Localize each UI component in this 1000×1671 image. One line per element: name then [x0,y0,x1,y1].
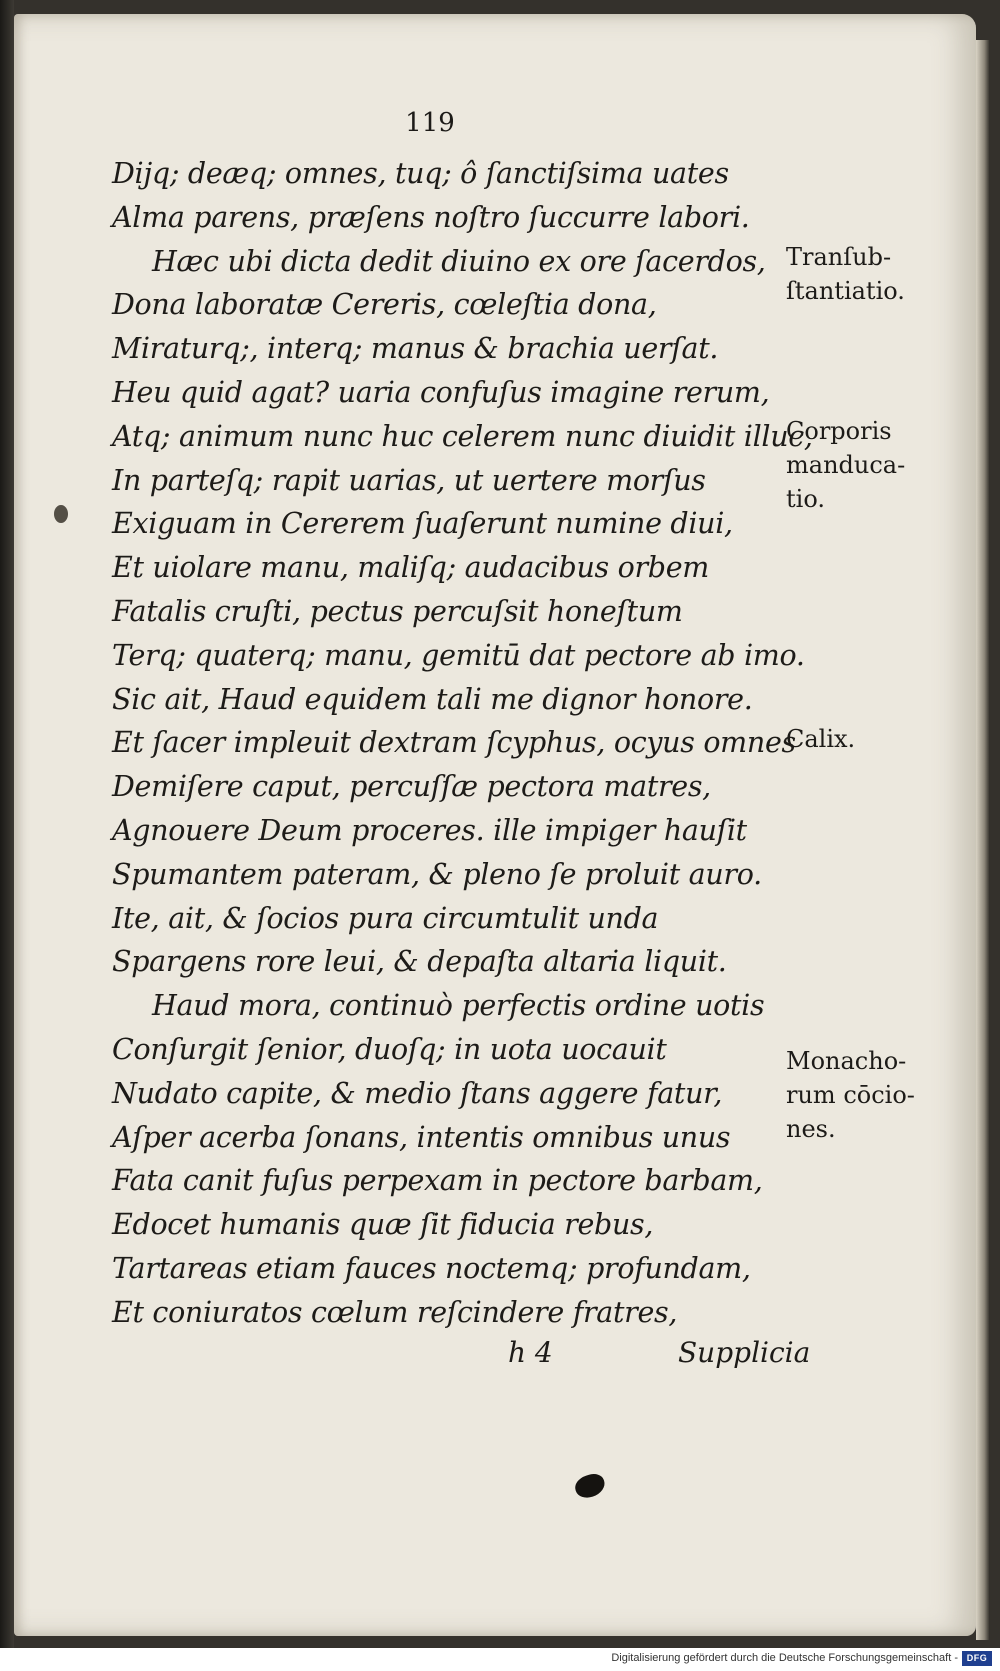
verse-line: Et coniuratos cœlum reſcindere fratres, [112,1295,678,1329]
verse-line: Ite, ait, & ſocios pura circumtulit unda [112,901,659,935]
margin-note-manducatio [786,414,905,516]
verse-line: Exiguam in Cererem ſuaſerunt numine diui, [112,507,733,541]
margin-note-calix [786,722,855,756]
margin-note-line: tio. [786,485,825,513]
margin-note-line: nes. [786,1115,836,1143]
verse-line: Agnouere Deum proceres. ille impiger hauſit [112,813,747,847]
margin-note-line: Calix. [786,725,856,753]
margin-note-line: manduca- [786,451,906,479]
verse-line: Aſper acerba ſonans, intentis omnibus unus [112,1120,731,1154]
verse-line: Miraturq;, interq; manus & brachia uerſat. [112,332,719,366]
verse-line: Fata canit fuſus perpexam in pectore barbam, [112,1164,763,1198]
verse-line: Et uiolare manu, maliſq; audacibus orbem [112,551,710,585]
verse-line: Conſurgit ſenior, duoſq; in uota uocauit [112,1032,667,1066]
footer-credit: Digitalisierung gefördert durch die Deutsche Forschungsgemeinschaft - [611,1652,958,1664]
verse-line: Demiſere caput, percuſſæ pectora matres, [112,770,711,804]
verse-line: Dona laboratæ Cereris, cœleſtia dona, [112,288,657,322]
book-gutter [0,0,14,1671]
verse-line: Tartareas etiam fauces noctemq; profundam, [112,1251,751,1285]
verse-line: Dijq; deæq; omnes, tuq; ô ſanctiſsima uates [112,157,729,190]
verse-line: Haud mora, continuò perfectis ordine uotis [152,989,765,1023]
verse-line: Nudato capite, & medio ſtans aggere fatur, [112,1076,723,1110]
verse-line: Spargens rore leui, & depaſta altaria liquit. [112,945,727,979]
margin-note-line: rum cōcio- [786,1081,915,1109]
margin-note-line: Monacho- [786,1047,907,1075]
margin-note-line: Corporis [786,417,892,445]
verse-line: Heu quid agat? uaria confuſus imagine rerum, [112,375,770,409]
verse-line: In parteſq; rapit uarias, ut uertere morſus [112,463,706,497]
margin-note-line: Tranſub- [786,243,892,271]
verse-line: Alma parens, præſens noſtro ſuccurre labori. [112,200,750,234]
verse-line: Spumantem pateram, & pleno ſe proluit auro. [112,857,762,891]
verse-line: Terq; quaterq; manu, gemitū dat pectore ab imo. [112,638,805,672]
verse-line: Hæc ubi dicta dedit diuino ex ore ſacerdos, [152,244,766,278]
margin-note-line: ſtantiatio. [786,277,905,305]
margin-note-monachorum [786,1044,915,1146]
catchword: Supplicia [678,1336,811,1369]
ink-spot [54,505,68,523]
signature-mark: h 4 [508,1336,553,1369]
margin-note-transubstantiatio [786,240,905,308]
dfg-logo-icon: DFG [962,1651,992,1666]
page-edge [976,40,990,1640]
page-number: 119 [405,108,455,138]
verse-line: Fatalis cruſti, pectus percuſsit honeſtum [112,594,683,628]
verse-line: Atq; animum nunc huc celerem nunc diuidit illuc, [112,419,813,453]
verse-line: Sic ait, Haud equidem tali me dignor honore. [112,682,753,716]
verse-line: Et ſacer impleuit dextram ſcyphus, ocyus omnes [112,726,796,760]
verse-line: Edocet humanis quæ ſit fiducia rebus, [112,1208,654,1242]
